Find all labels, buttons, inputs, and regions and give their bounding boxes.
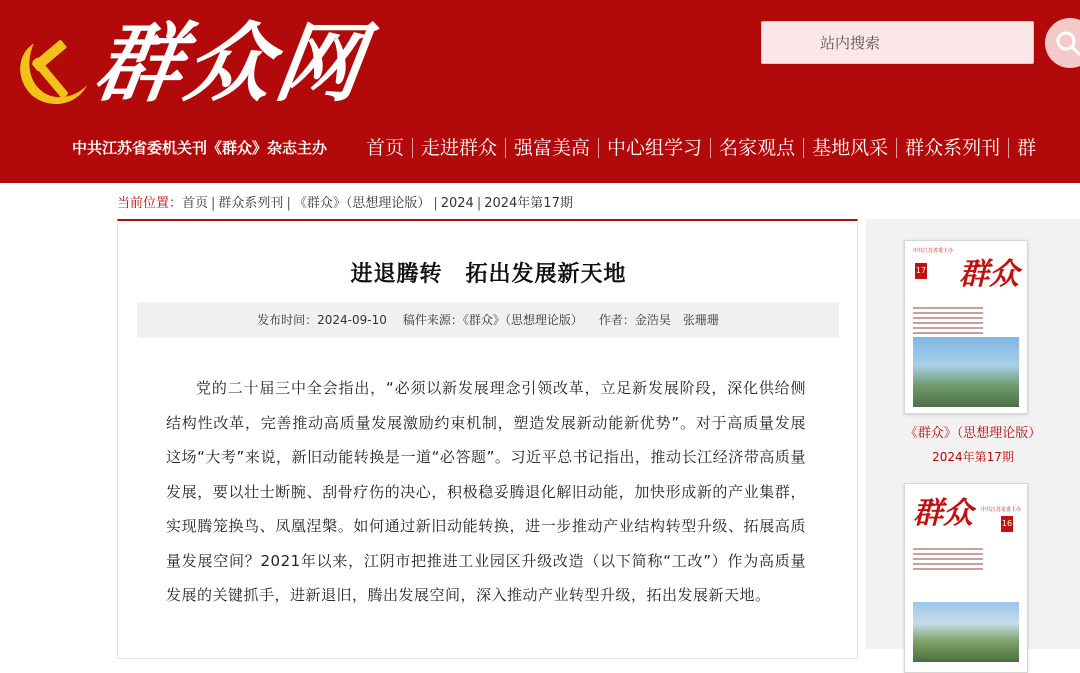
nav-item-bases[interactable]: 基地风采 [804, 138, 897, 158]
article-source: 稿件来源：《群众》（思想理论版） [402, 313, 583, 327]
issue-cover-17[interactable] [904, 240, 1028, 414]
breadcrumb-separator: | [433, 196, 438, 211]
search-icon [1054, 29, 1080, 57]
breadcrumb-year[interactable]: 2024 [440, 196, 474, 211]
breadcrumb-issue[interactable]: 2024年第17期 [484, 196, 573, 211]
search-box [761, 21, 1034, 64]
nav-item-about[interactable]: 走进群众 [413, 138, 506, 158]
org-tagline: 中共江苏省委机关刊《群众》杂志主办 [72, 139, 328, 157]
breadcrumb-journal[interactable]: 《群众》（思想理论版） [293, 196, 431, 211]
main-nav [358, 132, 1044, 164]
breadcrumb-separator: | [211, 196, 216, 211]
cover-photo [913, 602, 1019, 662]
nav-item-strong-rich[interactable]: 强富美高 [506, 138, 599, 158]
search-input[interactable] [762, 22, 1033, 63]
nav-item-study-group[interactable]: 中心组学习 [599, 138, 711, 158]
breadcrumb [117, 192, 573, 211]
cover-title-link[interactable]: 《群众》（思想理论版） [904, 426, 1042, 441]
issue-sidebar [866, 219, 1080, 649]
breadcrumb-separator: | [476, 196, 482, 211]
publish-date: 发布时间：2024-09-10 [257, 313, 387, 327]
breadcrumb-separator: | [286, 196, 291, 211]
nav-item-expert-views[interactable]: 名家观点 [711, 138, 804, 158]
article-author: 作者：金浩昊 张珊珊 [598, 313, 719, 327]
hammer-sickle-emblem [8, 28, 94, 114]
cover-issue-number: 17 [915, 263, 927, 279]
breadcrumb-label: 当前位置： [117, 196, 183, 211]
article-panel [117, 219, 858, 659]
cover-logo: 群众 [959, 257, 1019, 292]
cover-issue-link[interactable]: 2024年第17期 [932, 450, 1014, 464]
search-button[interactable] [1045, 18, 1080, 68]
site-logo[interactable]: 群众网 [88, 13, 374, 114]
cover-logo: 群众 [913, 496, 973, 531]
nav-item-home[interactable]: 首页 [358, 138, 413, 158]
issue-cover-16[interactable] [904, 483, 1028, 673]
article-meta [137, 302, 839, 338]
cover-toc-lines [913, 548, 983, 573]
cover-photo [913, 337, 1019, 407]
nav-item-series[interactable]: 群众系列刊 [897, 138, 1009, 158]
nav-item-more[interactable]: 群 [1017, 137, 1037, 159]
breadcrumb-home[interactable]: 首页 [182, 196, 209, 211]
cover-org-text: 中共江苏省委主办 [981, 507, 1022, 513]
breadcrumb-series[interactable]: 群众系列刊 [218, 196, 284, 211]
site-header [0, 0, 1080, 183]
article-title: 进退腾转 拓出发展新天地 [350, 262, 627, 287]
cover-issue-number: 16 [1001, 516, 1013, 532]
cover-org-text: 中共江苏省委主办 [913, 248, 954, 254]
article-paragraph: 党的二十届三中全会指出，“必须以新发展理念引领改革，立足新发展阶段，深化供给侧结构性改革，完善推动高质量发展激励约束机制，塑造发展新动能新优势”。对于高质量发展这场“大考”来说，新旧动能转换是一道“必答题”。习近平总书记指出，推动长江经济带高质量发展，要以壮士断腕、刮骨疗伤的决心，积极稳妥腾退化解旧动能，加快形成新的产业集群，实现腾笼换鸟、凤凰涅槃。如何通过新旧动能转换，进一步推动产业结构转型升级、拓展高质量发展空间？2021年以来，江阴市把推进工业园区升级改造（以下简称“工改”）作为高质量发展的关键抓手，进新退旧，腾出发展空间，深入推动产业转型升级，拓出发展新天地。 [166, 379, 806, 604]
